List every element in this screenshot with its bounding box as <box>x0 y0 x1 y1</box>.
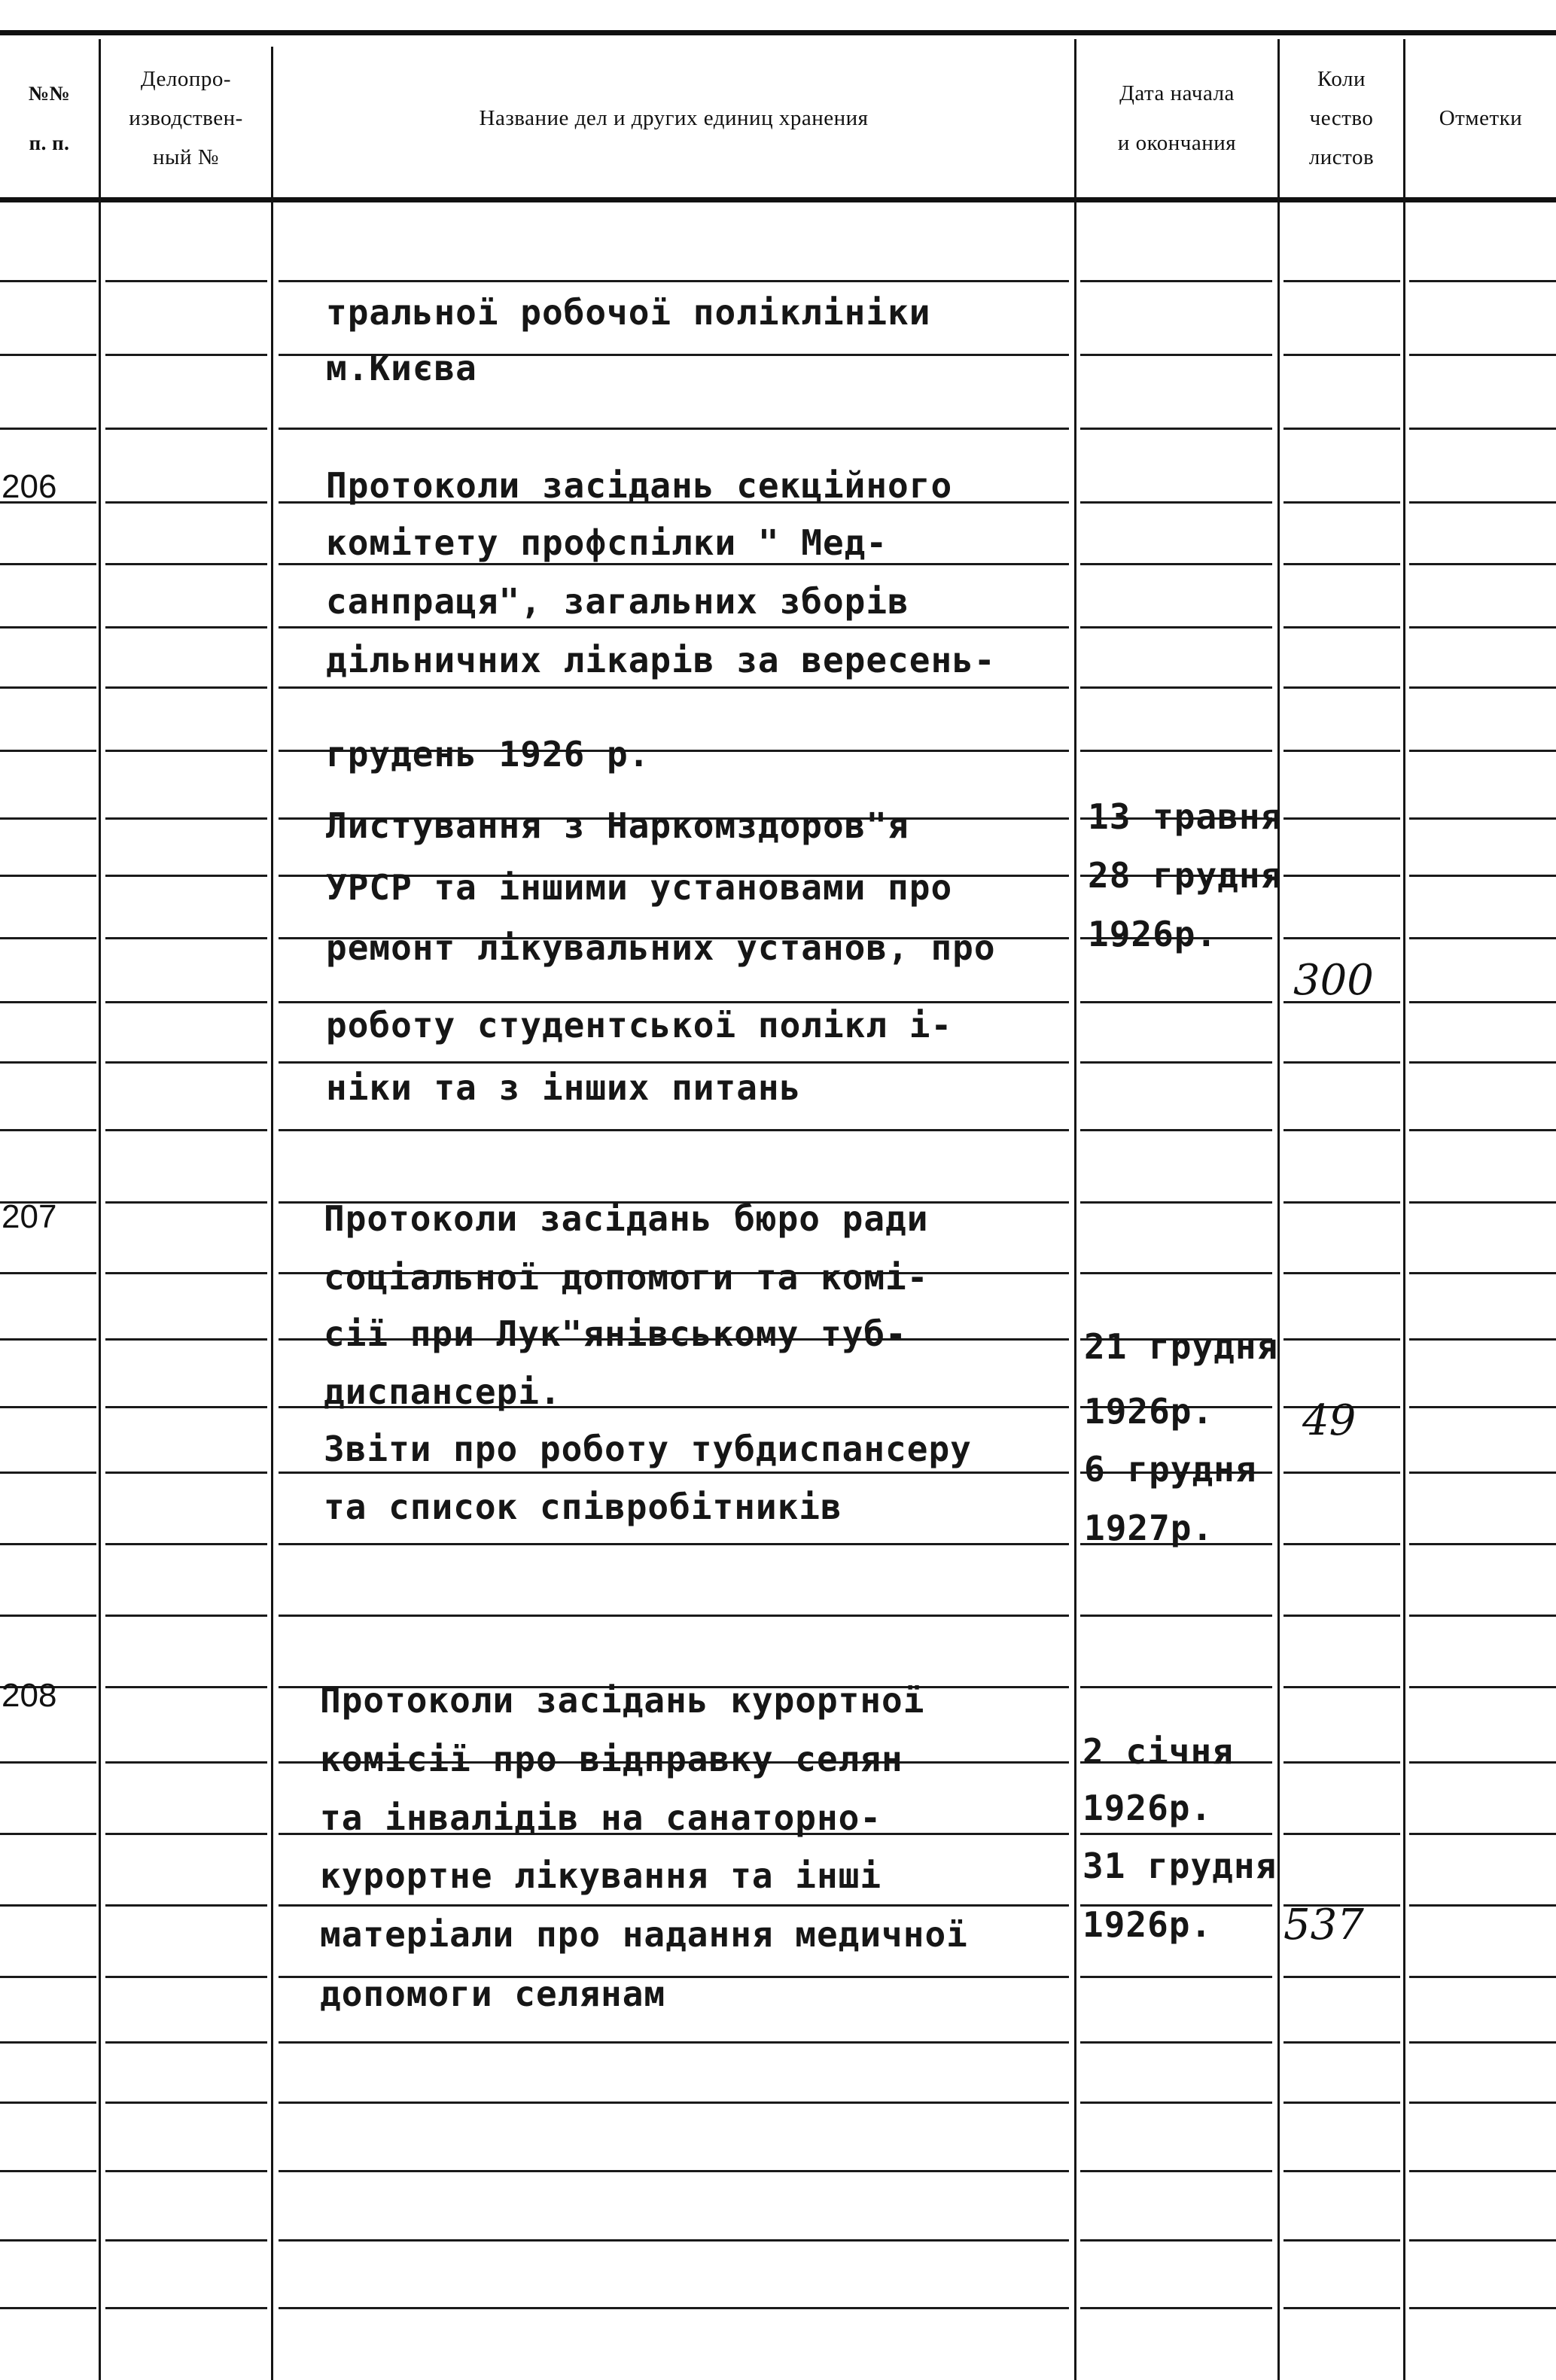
ruled-line <box>0 1904 96 1907</box>
ruled-line <box>1283 686 1400 689</box>
ruled-line <box>0 428 96 430</box>
ruled-line <box>105 1686 267 1688</box>
ruled-line <box>105 2239 267 2242</box>
ruled-line <box>1080 2239 1272 2242</box>
ruled-line <box>1080 2102 1272 2104</box>
header-bottom-rule <box>0 197 1556 202</box>
ruled-line <box>1283 2102 1400 2104</box>
ruled-line <box>1409 1904 1556 1907</box>
entry-number: 208 <box>2 1677 57 1714</box>
ruled-line <box>105 1129 267 1131</box>
ruled-line <box>0 1761 96 1764</box>
ruled-line <box>1080 280 1272 282</box>
ruled-line <box>105 1833 267 1835</box>
ruled-line <box>279 2102 1069 2104</box>
ruled-line <box>105 686 267 689</box>
ruled-line <box>1409 1061 1556 1064</box>
entry-sheet-count: 537 <box>1283 1901 1364 1949</box>
ruled-line <box>0 937 96 939</box>
ruled-line <box>1283 1338 1400 1341</box>
entry-title-line: УРСР та іншими установами про <box>326 867 953 908</box>
ruled-line <box>1409 2102 1556 2104</box>
ruled-line <box>1283 1472 1400 1474</box>
entry-date-line: 1927р. <box>1084 1508 1214 1548</box>
ruled-line <box>1409 1543 1556 1545</box>
ruled-line <box>105 1543 267 1545</box>
entry-date-line: 31 грудня <box>1083 1846 1277 1886</box>
ruled-line <box>1409 2307 1556 2309</box>
ruled-line <box>0 2102 96 2104</box>
ruled-line <box>1409 750 1556 752</box>
column-divider <box>1277 39 1280 2380</box>
header-col-notes <box>1405 39 1556 197</box>
ruled-line <box>1283 563 1400 565</box>
entry-title-line: комісії про відправку селян <box>320 1739 903 1779</box>
ruled-line <box>105 563 267 565</box>
ruled-line <box>1080 2041 1272 2044</box>
ruled-line <box>0 817 96 820</box>
ruled-line <box>1409 428 1556 430</box>
ruled-line <box>105 750 267 752</box>
ruled-line <box>105 937 267 939</box>
ruled-line <box>0 1129 96 1131</box>
ruled-line <box>0 1615 96 1617</box>
ruled-line <box>279 1472 1069 1474</box>
ruled-line <box>1283 1129 1400 1131</box>
entry-sheet-count: 49 <box>1302 1396 1357 1445</box>
ruled-line <box>105 1338 267 1341</box>
entry-title-line: соціальної допомоги та комі- <box>324 1257 929 1298</box>
entry-title-line: курортне лікування та інші <box>320 1855 882 1896</box>
column-divider <box>271 47 273 2380</box>
ruled-line <box>1080 2170 1272 2172</box>
ruled-line <box>1283 354 1400 356</box>
ruled-line <box>1283 280 1400 282</box>
entry-title-line: м.Києва <box>326 348 477 388</box>
ruled-line <box>1283 1061 1400 1064</box>
entry-title-line: тральної робочої поліклініки <box>326 292 931 333</box>
ruled-line <box>1283 1615 1400 1617</box>
ruled-line <box>105 501 267 504</box>
header-label: Коли <box>1317 67 1366 91</box>
header-label: чество <box>1309 106 1374 130</box>
ruled-line <box>1283 875 1400 877</box>
ruled-line <box>0 1272 96 1274</box>
entry-date-line: 6 грудня <box>1084 1449 1257 1490</box>
header-col-sheets <box>1280 39 1403 197</box>
ruled-line <box>0 1543 96 1545</box>
header-label: Отметки <box>1439 106 1523 130</box>
ruled-line <box>0 1001 96 1003</box>
ruled-line <box>279 563 1069 565</box>
header-label: №№ <box>28 82 71 105</box>
ruled-line <box>1409 2041 1556 2044</box>
entry-title-line: Листування з Наркомздоров"я <box>326 805 909 846</box>
ruled-line <box>1080 626 1272 628</box>
entry-title-line: комітету профспілки " Мед- <box>326 522 888 563</box>
ruled-line <box>1409 686 1556 689</box>
ruled-line <box>105 1761 267 1764</box>
column-divider <box>1074 39 1076 2380</box>
entry-title-line: та інвалідів на санаторно- <box>320 1797 882 1838</box>
entry-number: 206 <box>2 468 57 505</box>
ruled-line <box>1283 2170 1400 2172</box>
ruled-line <box>279 1543 1069 1545</box>
ruled-line <box>0 1338 96 1341</box>
ruled-line <box>1283 1686 1400 1688</box>
ruled-line <box>0 2239 96 2242</box>
ruled-line <box>279 2170 1069 2172</box>
column-divider <box>1403 39 1405 2380</box>
ruled-line <box>0 1406 96 1408</box>
ruled-line <box>279 1061 1069 1064</box>
ruled-line <box>105 2102 267 2104</box>
ruled-line <box>105 2170 267 2172</box>
ruled-line <box>0 1976 96 1978</box>
ruled-line <box>1080 563 1272 565</box>
ruled-line <box>105 626 267 628</box>
header-label: п. п. <box>29 132 70 154</box>
ruled-line <box>1409 1833 1556 1835</box>
entry-date-line: 28 грудня <box>1088 855 1283 896</box>
ruled-line <box>1283 2041 1400 2044</box>
ruled-line <box>0 875 96 877</box>
ruled-line <box>279 2239 1069 2242</box>
ruled-line <box>279 686 1069 689</box>
header-col-title <box>273 39 1074 197</box>
header-label: изводствен- <box>129 106 243 130</box>
ruled-line <box>1283 2307 1400 2309</box>
ruled-line <box>1283 501 1400 504</box>
ruled-line <box>1080 686 1272 689</box>
ruled-line <box>0 750 96 752</box>
entry-date-line: 13 травня <box>1088 796 1283 837</box>
entry-date-line: 2 січня <box>1083 1731 1234 1772</box>
entry-title-line: Звіти про роботу тубдиспансеру <box>324 1429 972 1469</box>
entry-title-line: ремонт лікувальних установ, про <box>326 927 996 968</box>
ruled-line <box>1409 1976 1556 1978</box>
entry-title-line: Протоколи засідань бюро ради <box>324 1198 929 1239</box>
entry-title-line: роботу студентської полікл і- <box>326 1005 953 1045</box>
ruled-line <box>0 1472 96 1474</box>
ruled-line <box>279 1615 1069 1617</box>
header-col-dates <box>1076 39 1277 197</box>
ruled-line <box>105 817 267 820</box>
ruled-line <box>1080 750 1272 752</box>
entry-title-line: дільничних лікарів за вересень- <box>326 640 996 680</box>
entry-title-line: грудень 1926 р. <box>326 734 650 775</box>
entry-title-line: допомоги селянам <box>320 1974 666 2014</box>
ruled-line <box>0 1833 96 1835</box>
entry-title-line: сії при Лук"янівському туб- <box>324 1313 907 1354</box>
ruled-line <box>0 2170 96 2172</box>
ruled-line <box>0 1061 96 1064</box>
ruled-line <box>1080 354 1272 356</box>
ruled-line <box>1409 1472 1556 1474</box>
ruled-line <box>105 2307 267 2309</box>
ruled-line <box>279 1001 1069 1003</box>
header-top-rule <box>0 30 1556 35</box>
ruled-line <box>1409 1129 1556 1131</box>
ruled-line <box>1283 2239 1400 2242</box>
header-col-office-number <box>101 39 271 197</box>
ruled-line <box>0 686 96 689</box>
entry-title-line: санпраця", загальних зборів <box>326 581 909 622</box>
entry-date-line: 21 грудня <box>1084 1326 1279 1367</box>
ruled-line <box>105 1061 267 1064</box>
entry-title-line: диспансері. <box>324 1371 562 1412</box>
ruled-line <box>1409 501 1556 504</box>
entry-title-line: Протоколи засідань секційного <box>326 465 953 506</box>
ruled-line <box>105 875 267 877</box>
ruled-line <box>279 280 1069 282</box>
ruled-line <box>279 2307 1069 2309</box>
ruled-line <box>105 1272 267 1274</box>
ruled-line <box>1080 1686 1272 1688</box>
entry-title-line: ніки та з інших питань <box>326 1067 802 1108</box>
header-label: и окончания <box>1117 131 1237 155</box>
ruled-line <box>105 280 267 282</box>
ruled-line <box>105 2041 267 2044</box>
ruled-line <box>279 1129 1069 1131</box>
ruled-line <box>105 1201 267 1204</box>
ruled-line <box>1409 1406 1556 1408</box>
entry-date-line: 1926р. <box>1084 1391 1214 1432</box>
ruled-line <box>1409 1001 1556 1003</box>
header-label: листов <box>1308 145 1375 169</box>
entry-sheet-count: 300 <box>1293 956 1374 1005</box>
ruled-line <box>105 1472 267 1474</box>
ruled-line <box>0 2307 96 2309</box>
entry-date-line: 1926р. <box>1088 914 1218 954</box>
ruled-line <box>105 428 267 430</box>
ruled-line <box>1283 1272 1400 1274</box>
ruled-line <box>1080 1201 1272 1204</box>
ruled-line <box>1283 750 1400 752</box>
entry-title-line: та список співробітників <box>324 1487 842 1527</box>
ruled-line <box>1283 626 1400 628</box>
header-label: ный № <box>153 145 219 169</box>
ruled-line <box>105 1615 267 1617</box>
ruled-line <box>105 1406 267 1408</box>
ruled-line <box>1283 937 1400 939</box>
ruled-line <box>1409 817 1556 820</box>
ruled-line <box>1080 1976 1272 1978</box>
ruled-line <box>1080 501 1272 504</box>
ruled-line <box>1080 1061 1272 1064</box>
ruled-line <box>1080 428 1272 430</box>
ruled-line <box>1409 1272 1556 1274</box>
entry-date-line: 1926р. <box>1083 1904 1213 1945</box>
ruled-line <box>1409 1761 1556 1764</box>
ruled-line <box>1283 1201 1400 1204</box>
ruled-line <box>1080 1001 1272 1003</box>
ruled-line <box>1283 1761 1400 1764</box>
entry-number: 207 <box>2 1198 57 1235</box>
ruled-line <box>1080 1129 1272 1131</box>
ruled-line <box>279 1904 1069 1907</box>
ruled-line <box>1283 1976 1400 1978</box>
entry-title-line: Протоколи засідань курортної <box>320 1680 925 1721</box>
ruled-line <box>1409 875 1556 877</box>
ruled-line <box>1080 1615 1272 1617</box>
ruled-line <box>279 2041 1069 2044</box>
header-col-number <box>0 39 99 197</box>
ruled-line <box>1080 1272 1272 1274</box>
ruled-line <box>1080 2307 1272 2309</box>
header-label: Название дел и других единиц хранения <box>479 106 869 130</box>
ruled-line <box>105 1904 267 1907</box>
ruled-line <box>0 354 96 356</box>
ruled-line <box>1409 1338 1556 1341</box>
ruled-line <box>0 626 96 628</box>
ruled-line <box>1283 1543 1400 1545</box>
ruled-line <box>1409 1201 1556 1204</box>
header-label: Дата начала <box>1119 81 1235 105</box>
ruled-line <box>0 2041 96 2044</box>
ruled-line <box>1283 428 1400 430</box>
ruled-line <box>1283 817 1400 820</box>
entry-title-line: матеріали про надання медичної <box>320 1914 968 1955</box>
ruled-line <box>1409 2239 1556 2242</box>
ruled-line <box>1409 2170 1556 2172</box>
entry-date-line: 1926р. <box>1083 1788 1213 1828</box>
ruled-line <box>1409 563 1556 565</box>
header-label: Делопро- <box>140 67 232 91</box>
ruled-line <box>1409 937 1556 939</box>
ruled-line <box>279 428 1069 430</box>
ruled-line <box>1409 1615 1556 1617</box>
ruled-line <box>279 626 1069 628</box>
ruled-line <box>1283 1833 1400 1835</box>
column-divider <box>99 39 101 2380</box>
ruled-line <box>0 280 96 282</box>
ruled-line <box>1409 1686 1556 1688</box>
ruled-line <box>105 354 267 356</box>
ruled-line <box>0 563 96 565</box>
ruled-line <box>1409 354 1556 356</box>
ruled-line <box>105 1001 267 1003</box>
ruled-line <box>105 1976 267 1978</box>
ruled-line <box>1409 280 1556 282</box>
ruled-line <box>1080 1833 1272 1835</box>
ruled-line <box>1409 626 1556 628</box>
